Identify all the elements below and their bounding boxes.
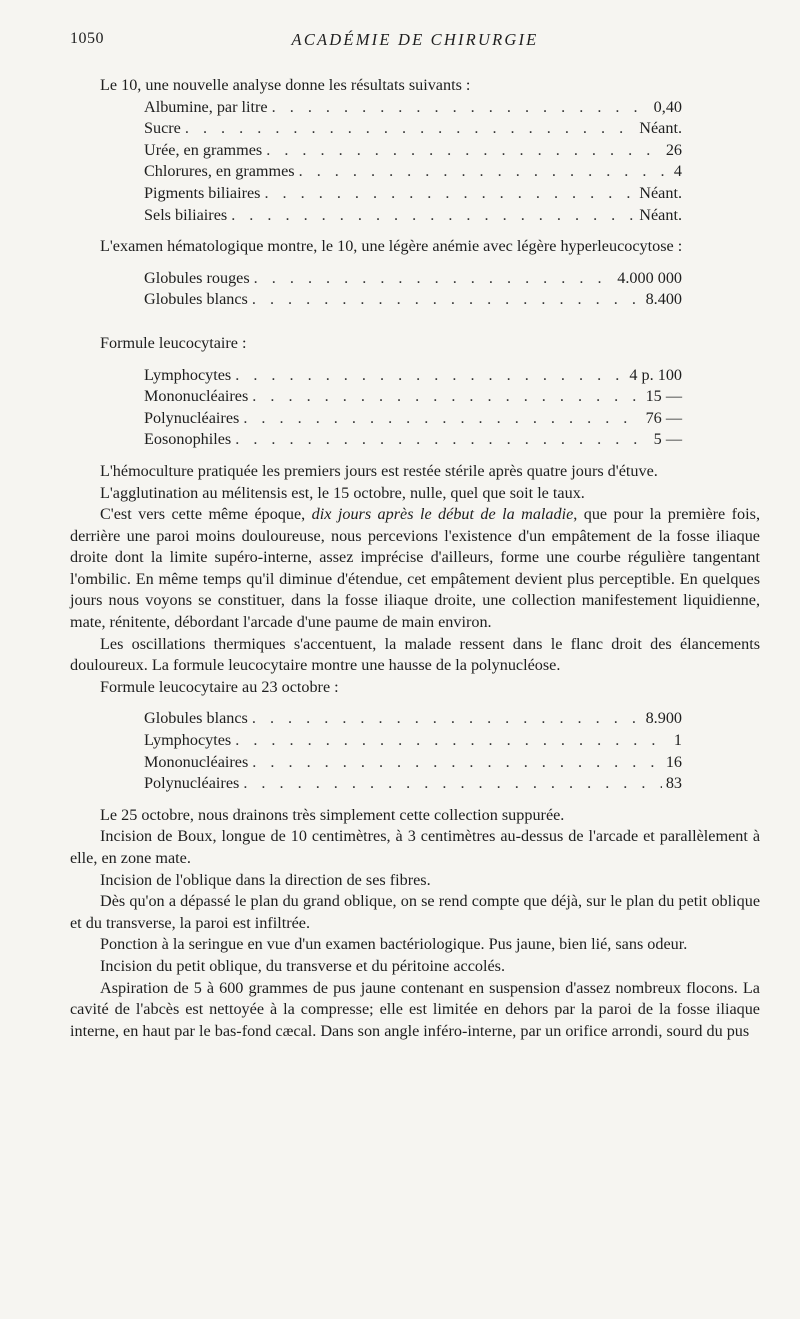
paragraph-hemoculture: L'hémoculture pratiquée les premiers jours est restée stérile après quatre jours d'étuve. [100, 461, 658, 480]
blood-count-table [144, 268, 682, 311]
row-value: 8.400 [645, 290, 682, 309]
table-row [144, 140, 682, 162]
paragraph-incision-petit: Incision du petit oblique, du transverse et du péritoine accolés. [100, 956, 506, 975]
row-label: Lymphocytes [144, 365, 232, 384]
row-value: 83 [665, 774, 682, 793]
row-value: 16 [665, 752, 682, 771]
dot-leader [264, 183, 635, 205]
row-value: 4 [673, 162, 682, 181]
running-title: ACADÉMIE DE CHIRURGIE [291, 30, 539, 49]
dot-leader [299, 161, 670, 183]
row-label: Globules rouges [144, 268, 250, 287]
table-row [144, 205, 682, 227]
row-value: 5 — [653, 430, 682, 449]
dot-leader [235, 429, 649, 451]
row-value: 76 — [645, 408, 682, 427]
leucocyte-formula-table [144, 365, 682, 451]
paragraph-analysis-intro: Le 10, une nouvelle analyse donne les résultats suivants : [100, 76, 471, 94]
paragraph-incision-oblique: Incision de l'oblique dans la direction de ses fibres. [100, 870, 431, 889]
table-row [144, 408, 682, 430]
paragraph-aspiration: Aspiration de 5 à 600 grammes de pus jaune contenant en suspension d'assez nombreux flocons. La cavité de l'abcès est nettoyée à la compresse; elle est limitée en dehors par la paroi de la fosse iliaque interne, en haut par le bas-fond cæcal. Dans son angle inféro-interne, par un orifice arrondi, sourd du pus [70, 978, 760, 1040]
row-label: Urée, en grammes [144, 140, 263, 159]
leucocyte-formula-23-table [144, 708, 682, 794]
row-value: 26 [665, 140, 682, 159]
table-row [144, 365, 682, 387]
row-label: Lymphocytes [144, 731, 232, 750]
formule-title: Formule leucocytaire : [100, 333, 247, 352]
row-label: Polynucléaires [144, 774, 240, 793]
table-row [144, 183, 682, 205]
dot-leader [235, 730, 670, 752]
page-body [70, 75, 760, 1042]
epoque-start: C'est vers cette même époque, [100, 505, 312, 524]
paragraph-formule-23: Formule leucocytaire au 23 octobre : [100, 677, 339, 696]
table-row [144, 161, 682, 183]
paragraph-ponction: Ponction à la seringue en vue d'un examen bactériologique. Pus jaune, bien lié, sans odeur. [100, 935, 688, 954]
row-label: Mononucléaires [144, 752, 249, 771]
row-label: Sucre [144, 119, 181, 138]
row-value: Néant. [639, 119, 682, 138]
table-row [144, 268, 682, 290]
table-row [144, 429, 682, 451]
dot-leader [254, 268, 614, 290]
row-label: Pigments biliaires [144, 183, 261, 202]
paragraph-epoque [70, 504, 760, 634]
epoque-italic: dix jours après le début de la maladie [311, 505, 574, 524]
table-row [144, 97, 682, 119]
table-row [144, 289, 682, 311]
paragraph-agglutination: L'agglutination au mélitensis est, le 15 octobre, nulle, quel que soit le taux. [100, 483, 585, 502]
urine-results-table [144, 97, 682, 227]
row-label: Sels biliaires [144, 205, 228, 224]
paragraph-drainage: Le 25 octobre, nous drainons très simplement cette collection suppurée. [100, 805, 565, 824]
row-value: 1 [673, 731, 682, 750]
dot-leader [243, 773, 662, 795]
paragraph-hemato: L'examen hématologique montre, le 10, une légère anémie avec légère hyperleucocytose : [100, 237, 683, 256]
dot-leader [252, 708, 642, 730]
dot-leader [243, 408, 641, 430]
dot-leader [266, 140, 662, 162]
dot-leader [235, 365, 625, 387]
table-row [144, 773, 682, 795]
row-value: 4.000 000 [617, 268, 682, 287]
row-value: 15 — [645, 387, 682, 406]
row-label: Globules blancs [144, 709, 248, 728]
paragraph-incision-boux: Incision de Boux, longue de 10 centimètres, à 3 centimètres au-dessus de l'arcade et parallèlement à elle, en zone mate. [70, 827, 760, 867]
row-value: 8.900 [645, 709, 682, 728]
table-row [144, 708, 682, 730]
dot-leader [231, 205, 635, 227]
row-label: Mononucléaires [144, 387, 249, 406]
row-label: Globules blancs [144, 290, 248, 309]
table-row [144, 752, 682, 774]
table-row [144, 730, 682, 752]
dot-leader [252, 752, 662, 774]
row-value: Néant. [639, 205, 682, 224]
dot-leader [252, 386, 641, 408]
row-value: 0,40 [653, 97, 682, 116]
row-label: Albumine, par litre [144, 97, 268, 116]
page-number: 1050 [70, 30, 104, 47]
dot-leader [252, 289, 642, 311]
page-header [70, 30, 760, 54]
table-row [144, 386, 682, 408]
paragraph-grand-oblique: Dès qu'on a dépassé le plan du grand oblique, on se rend compte que déjà, sur le plan du petit oblique et du transverse, la paroi est infiltrée. [70, 892, 760, 932]
row-value: Néant. [639, 183, 682, 202]
paragraph-oscillations: Les oscillations thermiques s'accentuent, la malade ressent dans le flanc droit des élancements douloureux. La formule leucocytaire montre une hausse de la polynucléose. [70, 634, 760, 675]
epoque-end: , que pour la première fois, derrière une paroi moins douloureuse, nous percevions l'existence d'un empâtement de la fosse iliaque droite dont la limite supéro-interne, assez imprécise d'ailleurs, forme une courbe régulière tangentant l'ombilic. En même temps qu'il diminue d'étendue, cet empâtement devient plus perceptible. En quelques jours nous voyons se constituer, dans la fosse iliaque droite, une collection manifestement liquidienne, mate, rénitente, débordant l'arcade d'une paume de main environ. [70, 505, 760, 632]
row-label: Chlorures, en grammes [144, 162, 295, 181]
dot-leader [185, 118, 635, 140]
row-value: 4 p. 100 [629, 365, 682, 384]
row-label: Polynucléaires [144, 408, 240, 427]
table-row [144, 118, 682, 140]
row-label: Eosonophiles [144, 430, 232, 449]
dot-leader [272, 97, 650, 119]
